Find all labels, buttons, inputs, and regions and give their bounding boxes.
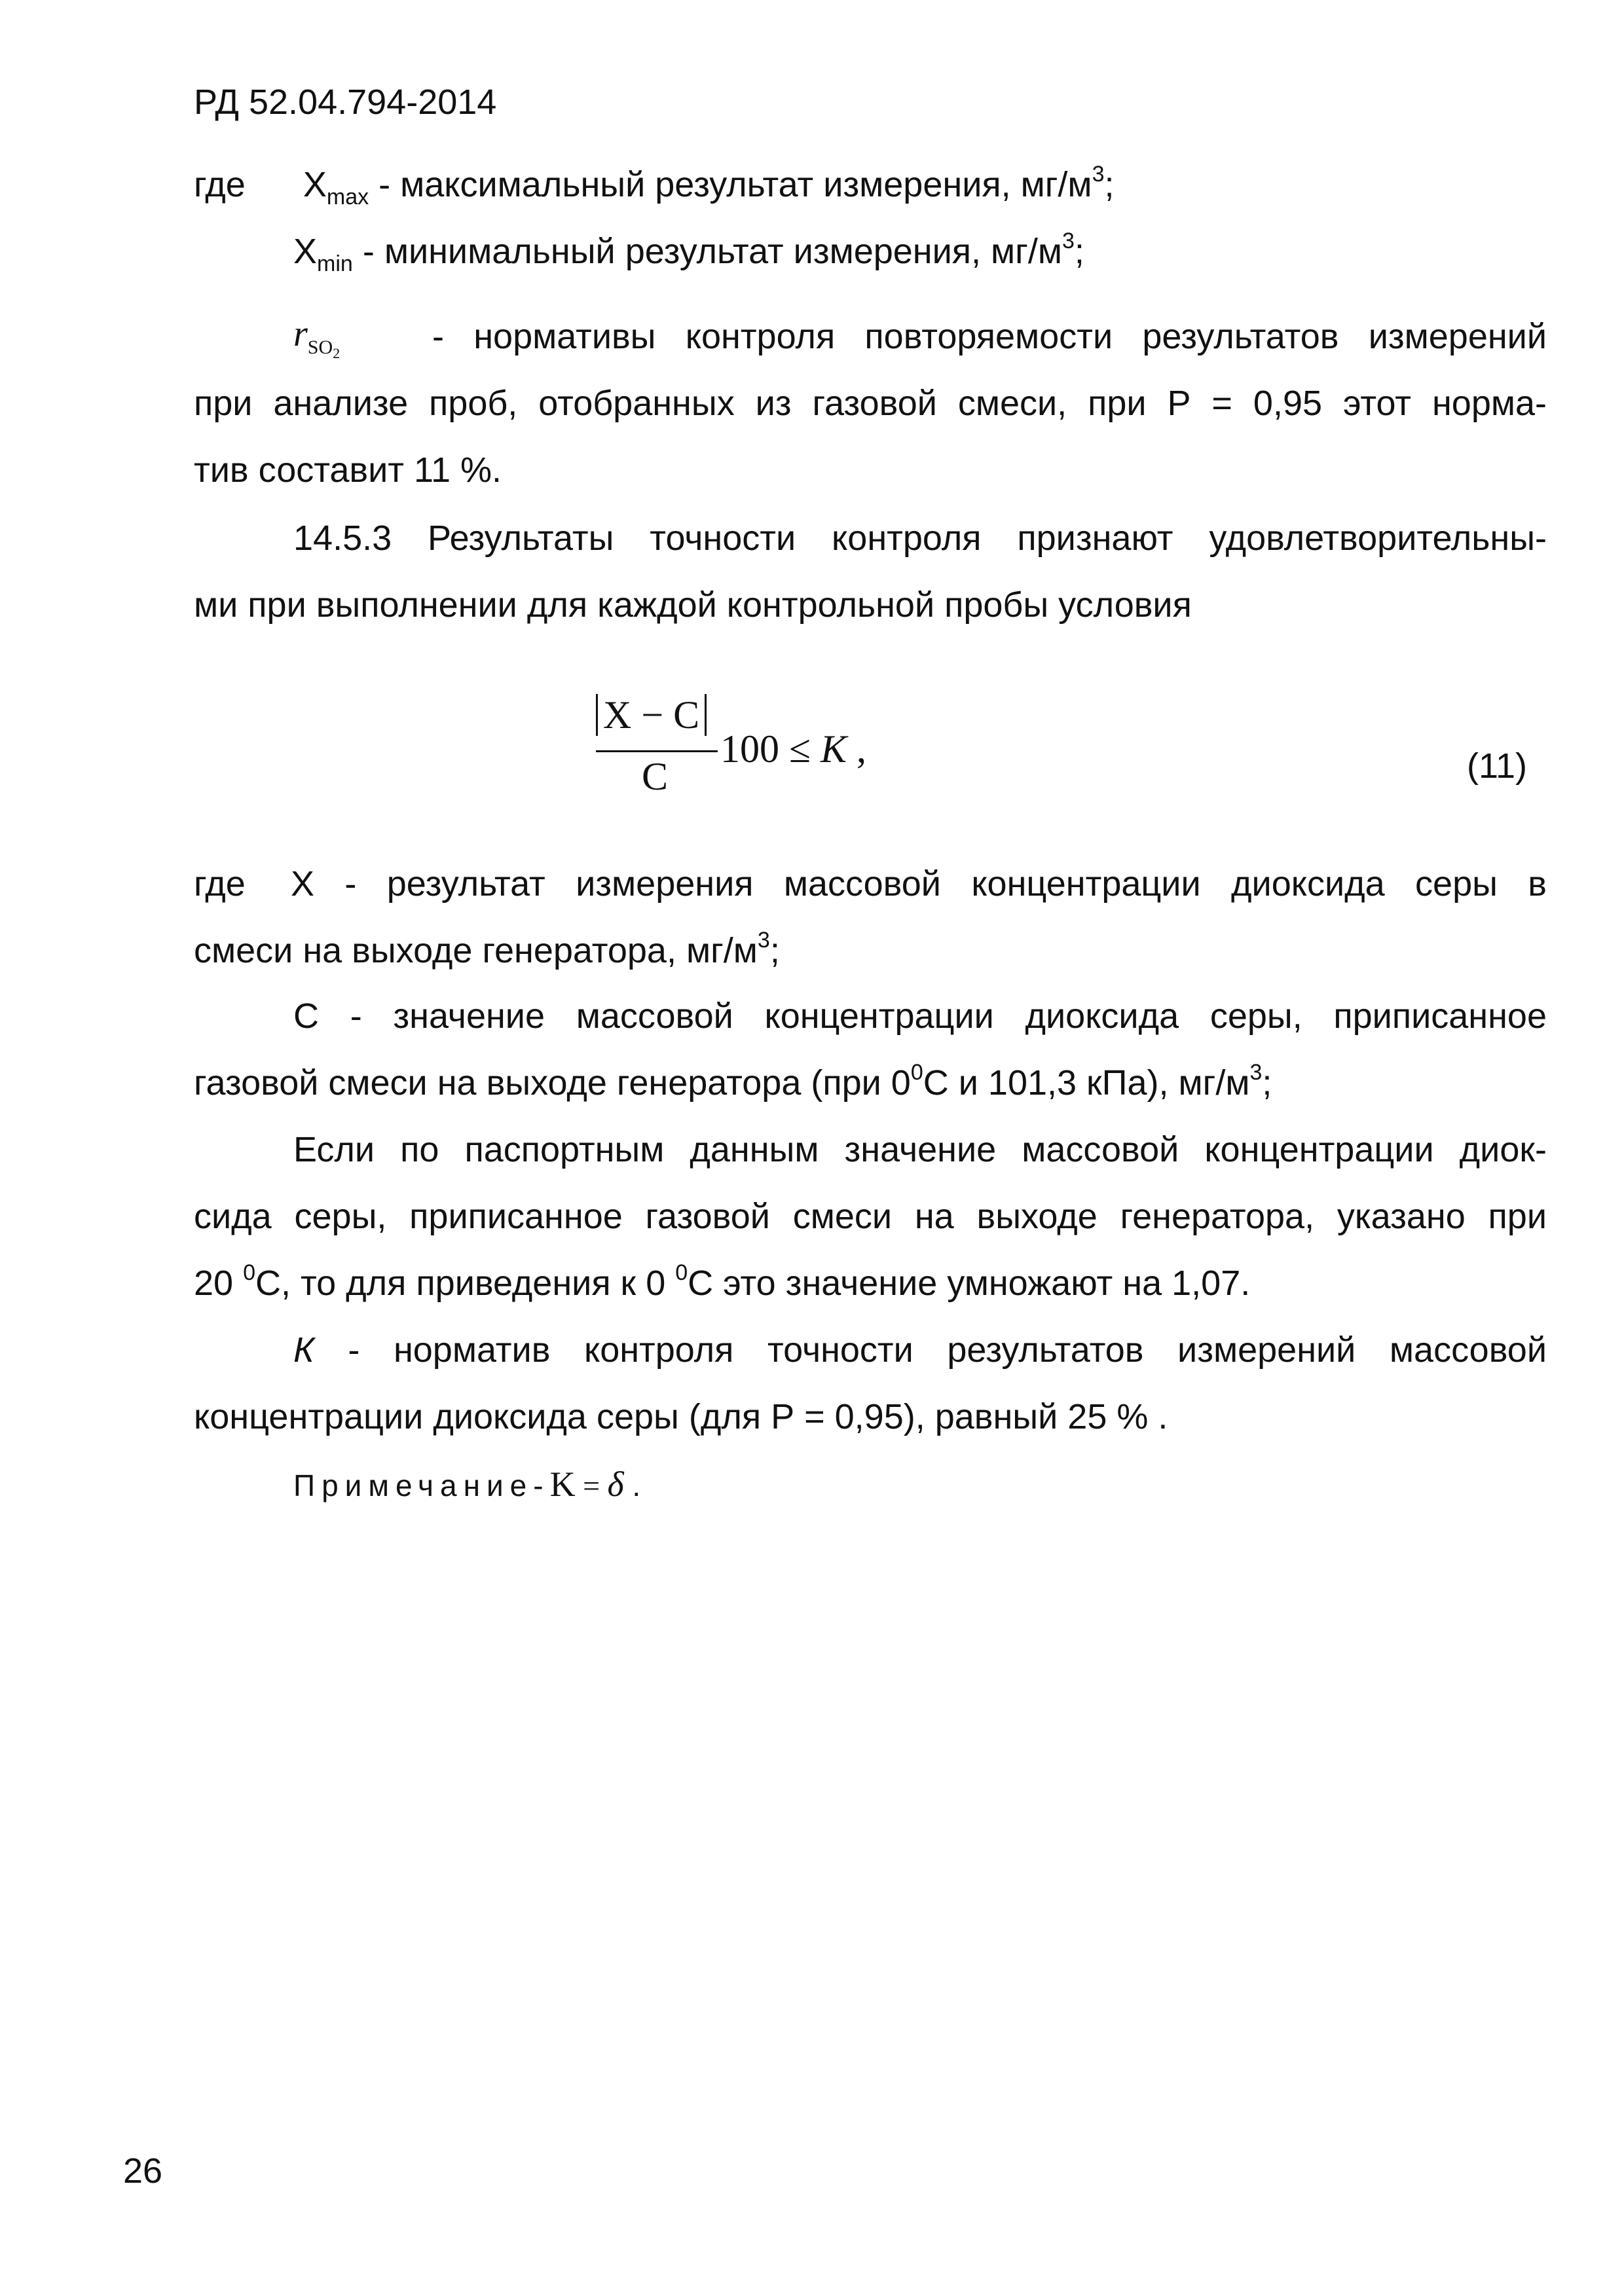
c-definition-line1: С - значение массовой концентрации диоксида серы, приписанное	[293, 996, 1547, 1036]
section-line1: 14.5.3 Результаты точности контроля признают удовлетворительны-	[293, 519, 1547, 558]
xmax-subscript: max	[326, 184, 369, 210]
r-variable: r	[293, 314, 308, 354]
formula-number: (11)	[1467, 746, 1528, 786]
note-label: Примечание-	[293, 1468, 550, 1503]
xmax-unit-exponent: 3	[1092, 162, 1105, 187]
r-definition-line3: тив составит 11 %.	[194, 450, 502, 490]
definition-xmax	[194, 162, 1115, 210]
r-definition-line1: - нормативы контроля повторяемости результатов измерений	[432, 317, 1547, 356]
formula-denominator: C	[642, 755, 669, 798]
r-so2-symbol	[293, 313, 341, 362]
fraction-bar	[596, 750, 718, 752]
xmin-semicolon: ;	[1074, 232, 1084, 271]
degree-mark-0: 0	[675, 1260, 688, 1285]
r-subscript: SO2	[307, 337, 341, 362]
xmax-text: - максимальный результат измерения, мг/м	[369, 165, 1092, 204]
degree-mark: 0	[910, 1060, 923, 1085]
note-k: K	[549, 1465, 576, 1504]
xmin-unit-exponent: 3	[1062, 228, 1075, 253]
definition-xmin	[293, 228, 1084, 276]
passport-line3: 20 $^0$С, то для приведения к 0 $^0$С это значение умножают на 1,07.	[194, 1260, 1251, 1303]
formula-numerator: X − C	[596, 694, 707, 736]
x-definition-line1	[194, 863, 1547, 905]
page-number: 26	[123, 2151, 163, 2191]
passport-line2: сида серы, приписанное газовой смеси на выходе генератора, указано при	[194, 1197, 1547, 1236]
xmin-subscript: min	[317, 251, 353, 276]
section-line2: ми при выполнении для каждой контрольной пробы условия	[194, 585, 1192, 625]
k-definition-line1: К - норматив контроля точности результатов измерений массовой	[293, 1330, 1547, 1370]
where-label-2: где	[194, 864, 246, 903]
xmax-semicolon: ;	[1104, 165, 1115, 204]
k-definition-line2: концентрации диоксида серы (для Р = 0,95), равный 25 % .	[194, 1397, 1168, 1436]
formula-rest: 100 ≤ K ,	[720, 727, 866, 771]
k-variable: К	[293, 1330, 314, 1370]
degree-mark-20: 0	[243, 1260, 255, 1285]
r-definition-line2: при анализе проб, отобранных из газовой смеси, при Р = 0,95 этот норма-	[194, 384, 1547, 423]
xmax-variable: X	[303, 165, 327, 204]
passport-line1: Если по паспортным данным значение массовой концентрации диок-	[293, 1130, 1547, 1169]
document-code: РД 52.04.794-2014	[194, 82, 497, 122]
x-unit-exponent: 3	[757, 928, 770, 953]
formula-k: K	[820, 727, 847, 771]
note-delta: δ	[607, 1465, 624, 1504]
where-label: где	[194, 165, 246, 204]
c-definition-line2: газовой смеси на выходе генератора (при $0^0С$ и 101,3 кПа), $мг/м^3$;	[194, 1060, 1272, 1102]
formula-11	[589, 694, 917, 825]
x-definition-text: X - результат измерения массовой концентрации диоксида серы в	[291, 864, 1547, 903]
c-unit-exponent: 3	[1249, 1060, 1263, 1085]
xmin-text: - минимальный результат измерения, мг/м	[352, 232, 1062, 271]
xmin-variable: X	[293, 232, 318, 271]
x-definition-line2: смеси на выходе генератора, $мг/м^3$;	[194, 928, 780, 970]
note: Примечание-K = δ .	[293, 1465, 641, 1504]
